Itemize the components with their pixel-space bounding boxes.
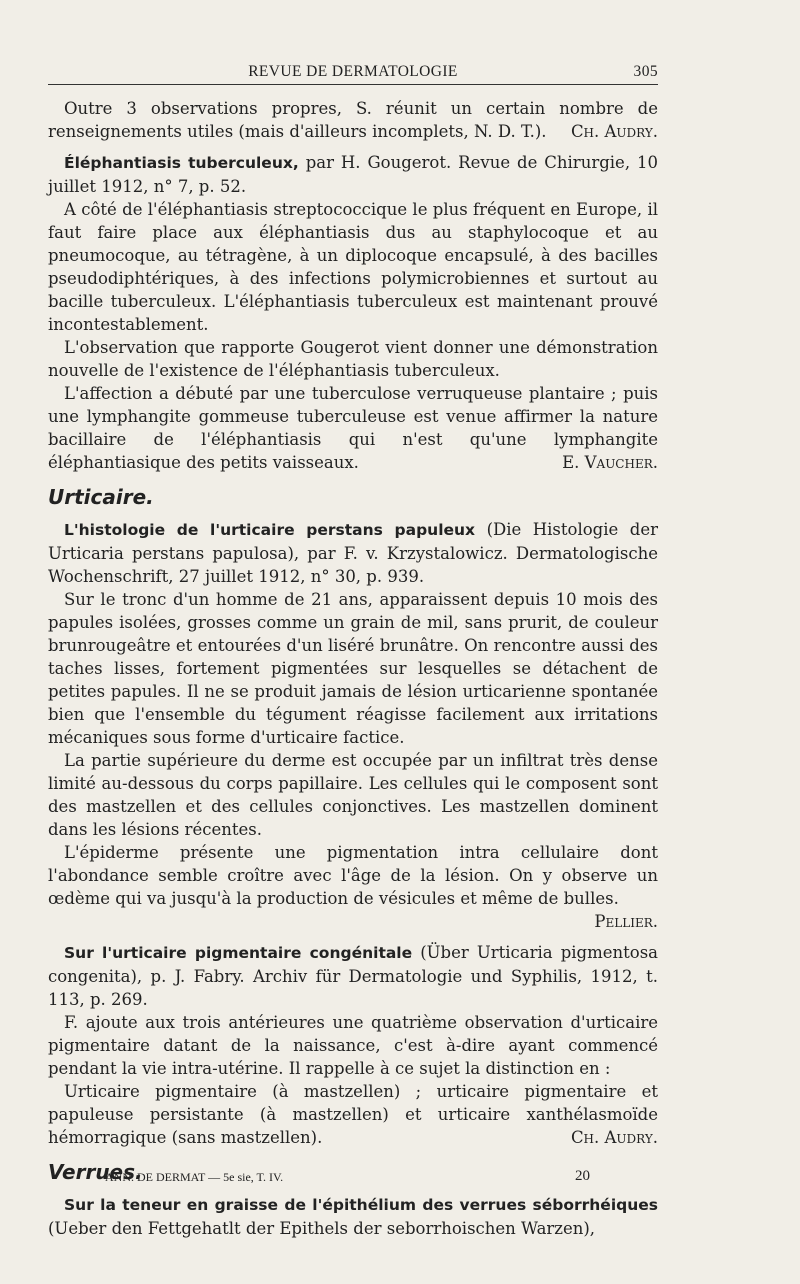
- author-signature: Pellier.: [594, 912, 658, 931]
- author-signature: Ch. Audry.: [570, 122, 658, 141]
- paragraph-text: L'épiderme présente une pigmentation intra cellulaire dont l'abondance semble croître avec l'âge de la lésion. On y observe un œdème qui va jusqu'à la production de vésicules et même de bulles.: [48, 843, 658, 908]
- entry-reference: par H. Gougerot. Revue de Chirurgie, 10 juillet 1912, n° 7, p. 52.: [48, 153, 658, 196]
- entry-title: L'histologie de l'urticaire perstans papuleux: [64, 521, 476, 539]
- author-signature: Ch. Audry.: [570, 1128, 658, 1147]
- footer-journal: ANN. DE DERMAT — 5e sie, T. IV.: [105, 1170, 284, 1184]
- entry-reference: (Die Histologie der Urticaria perstans papulosa), par F. v. Krzystalowicz. Dermatologische Wochenschrift, 27 juillet 1912, n° 30, p. 939.: [48, 520, 658, 586]
- paragraph: F. ajoute aux trois antérieures une quatrième observation d'urticaire pigmentaire datant de la naissance, c'est à-dire ayant commencé pendant la vie intra-utérine. Il rappelle à ce sujet la distinction en :: [48, 1013, 658, 1078]
- paragraph: [48, 841, 658, 931]
- paragraph: [48, 382, 658, 474]
- entry-title: Sur la teneur en graisse de l'épithélium des verrues séborrhéiques: [64, 1196, 658, 1214]
- paragraph: Sur le tronc d'un homme de 21 ans, apparaissent depuis 10 mois des papules isolées, grosses comme un grain de mil, sans prurit, de couleur brunrougeâtre et entourées d'un liséré brunâtre. On rencontre aussi des taches lisses, fortement pigmentées sur lesquelles se détachent de petites papules. Il ne se produit jamais de lésion urticarienne spontanée bien que l'ensemble du tégument réagisse facilement aux irritations mécaniques sous forme d'urticaire factice.: [48, 590, 658, 747]
- paragraph-text: L'affection a débuté par une tuberculose verruqueuse plantaire ; puis une lymphangite gommeuse tuberculeuse est venue affirmer la nature bacillaire de l'éléphantiasis qui n'est qu'une lymphangite éléphantiasique des petits vaisseaux.: [48, 384, 658, 472]
- signature-mark: 20: [575, 1168, 590, 1184]
- review-entry: [48, 1193, 658, 1240]
- review-entry: [48, 941, 658, 1149]
- paragraph: A côté de l'éléphantiasis streptococcique le plus fréquent en Europe, il faut faire place aux éléphantiasis dus au staphylocoque et au pneumocoque, au tétragène, à un diplocoque encapsulé, à des bacilles pseudodiphtériques, à des infections polymicrobiennes et surtout au bacille tuberculeux. L'éléphantiasis tuberculeux est maintenant prouvé incontestablement.: [48, 200, 658, 334]
- paragraph: L'observation que rapporte Gougerot vient donner une démonstration nouvelle de l'existence de l'éléphantiasis tuberculeux.: [48, 338, 658, 380]
- paragraph: [48, 1080, 658, 1149]
- section-heading: Verrues.: [48, 1160, 143, 1184]
- review-entry: [48, 151, 658, 474]
- entry-title: Sur l'urticaire pigmentaire congénitale: [64, 944, 413, 962]
- entry-reference: (Ueber den Fettgehatlt der Epithels der seborrhoischen Warzen),: [48, 1219, 596, 1238]
- entry-title: Éléphantiasis tuberculeux,: [64, 154, 299, 172]
- page-footer: [105, 1170, 595, 1185]
- article-body: [48, 97, 658, 1240]
- journal-title: REVUE DE DERMATOLOGIE: [248, 63, 458, 80]
- paragraph-text: Urticaire pigmentaire (à mastzellen) ; urticaire pigmentaire et papuleuse persistante (à mastzellen) et urticaire xanthélasmoïde hémorragique (sans mastzellen).: [48, 1082, 658, 1147]
- author-signature: E. Vaucher.: [562, 453, 658, 472]
- paragraph: La partie supérieure du derme est occupée par un infiltrat très dense limité au-dessous du corps papillaire. Les cellules qui le composent sont des mastzellen et des cellules conjonctives. Les mastzellen dominent dans les lésions récentes.: [48, 751, 658, 839]
- review-entry: [48, 518, 658, 933]
- paragraph: [48, 97, 658, 143]
- section-heading: Urticaire.: [48, 485, 154, 509]
- running-header: [48, 54, 658, 85]
- paragraph-text: Outre 3 observations propres, S. réunit un certain nombre de renseignements utiles (mais d'ailleurs incomplets, N. D. T.).: [48, 99, 658, 141]
- page: [48, 54, 658, 1240]
- entry-reference: (Über Urticaria pigmentosa congenita), p. J. Fabry. Archiv für Dermatologie und Syphilis, 1912, t. 113, p. 269.: [48, 943, 659, 1009]
- page-number: 305: [633, 63, 658, 80]
